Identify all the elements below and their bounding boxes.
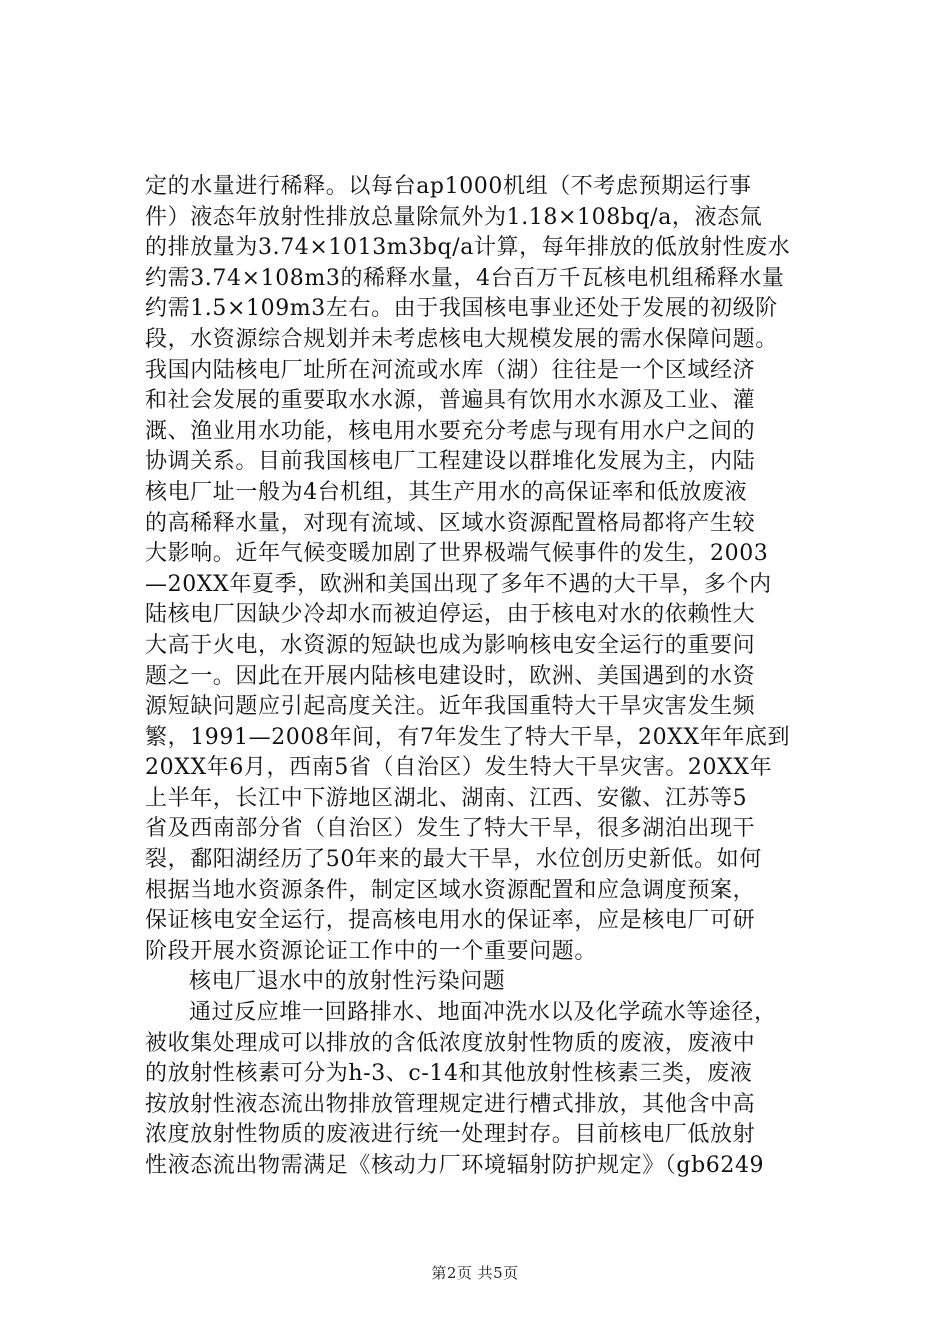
text-line: 的放射性核素可分为h-3、c-14和其他放射性核素三类，废液 [145,1061,753,1087]
text-line: 大高于火电，水资源的短缺也成为影响核电安全运行的重要问 [145,632,756,658]
text-line: 裂，鄱阳湖经历了50年来的最大干旱，水位创历史新低。如何 [145,847,762,873]
text-line: 源短缺问题应引起高度关注。近年我国重特大干旱灾害发生频 [145,694,756,720]
text-line: 协调关系。目前我国核电厂工程建设以群堆化发展为主，内陆 [145,449,756,475]
text-line: 被收集处理成可以排放的含低浓度放射性物质的废液，废液中 [145,1030,756,1056]
text-line: 我国内陆核电厂址所在河流或水库（湖）往往是一个区域经济 [145,357,756,383]
text-line: 按放射性液态流出物排放管理规定进行槽式排放，其他含中高 [145,1091,756,1117]
text-line: 的高稀释水量，对现有流域、区域水资源配置格局都将产生较 [145,510,756,536]
text-line: 通过反应堆一回路排水、地面冲洗水以及化学疏水等途径， [189,1000,777,1026]
text-line: 核电厂址一般为4台机组，其生产用水的高保证率和低放废液 [145,479,748,505]
text-line: 陆核电厂因缺少冷却水而被迫停运，由于核电对水的依赖性大 [145,602,756,628]
text-line: 20XX年6月，西南5省（自治区）发生特大干旱灾害。20XX年 [145,755,773,781]
text-line: 保证核电安全运行，提高核电用水的保证率，应是核电厂可研 [145,908,756,934]
section-heading: 核电厂退水中的放射性污染问题 [189,969,506,995]
page-number-footer: 第2页 共5页 [431,1264,519,1282]
text-line: 上半年，长江中下游地区湖北、湖南、江西、安徽、江苏等5 [145,785,748,811]
text-line: 阶段开展水资源论证工作中的一个重要问题。 [145,938,598,964]
text-line: 和社会发展的重要取水水源，普遍具有饮用水水源及工业、灌 [145,388,756,414]
text-line: 的排放量为3.74×1013m3bq/a计算，每年排放的低放射性废水 [145,235,791,261]
text-line: 根据当地水资源条件，制定区域水资源配置和应急调度预案， [145,877,756,903]
text-line: 件）液态年放射性排放总量除氚外为1.18×108bq/a，液态氚 [145,204,763,230]
text-line: 约需1.5×109m3左右。由于我国核电事业还处于发展的初级阶 [145,296,778,322]
text-line: 省及西南部分省（自治区）发生了特大干旱，很多湖泊出现干 [145,816,756,842]
document-body [145,172,845,1182]
text-line: 溉、渔业用水功能，核电用水要充分考虑与现有用水户之间的 [145,418,756,444]
text-line: 繁，1991—2008年间，有7年发生了特大干旱，20XX年年底到 [145,724,791,750]
text-line: 约需3.74×108m3的稀释水量，4台百万千瓦核电机组稀释水量 [145,265,785,291]
text-line: 大影响。近年气候变暖加剧了世界极端气候事件的发生，2003 [145,541,769,567]
text-line: 浓度放射性物质的废液进行统一处理封存。目前核电厂低放射 [145,1122,756,1148]
text-line: 题之一。因此在开展内陆核电建设时，欧洲、美国遇到的水资 [145,663,756,689]
text-line: 性液态流出物需满足《核动力厂环境辐射防护规定》（gb6249 [145,1153,765,1178]
text-line: 定的水量进行稀释。以每台ap1000机组（不考虑预期运行事 [145,174,752,199]
text-line: —20XX年夏季，欧洲和美国出现了多年不遇的大干旱，多个内 [145,571,772,597]
text-line: 段，水资源综合规划并未考虑核电大规模发展的需水保障问题。 [145,326,778,352]
